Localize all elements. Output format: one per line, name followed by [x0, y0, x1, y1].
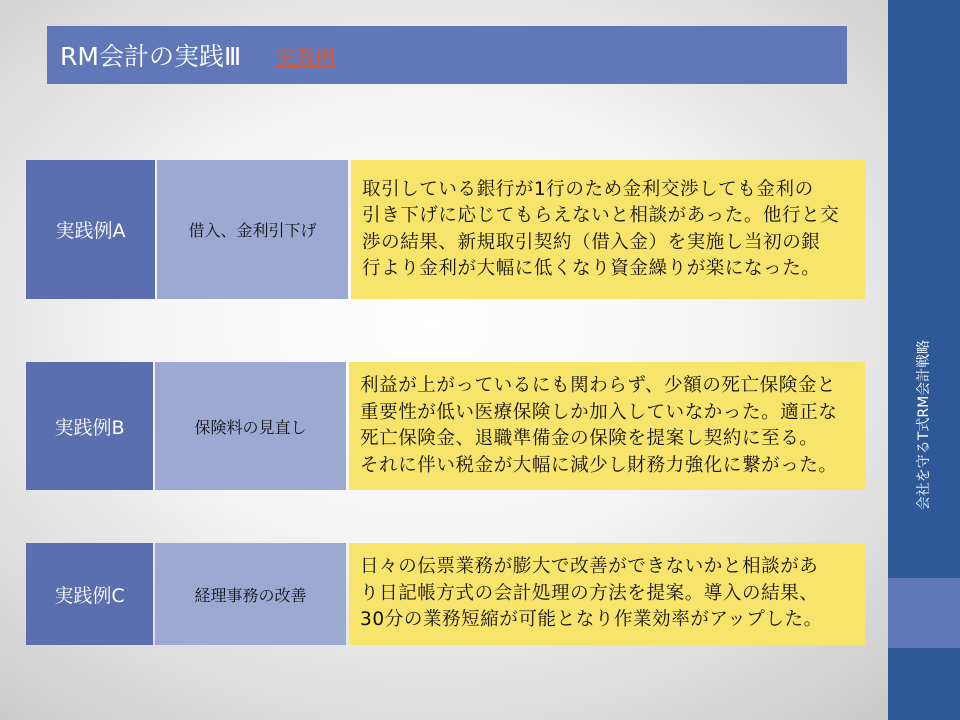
- title-bar: [47, 26, 847, 84]
- detail-line: 重要性が低い医療保険しか加入していなかった。適正な: [360, 401, 838, 423]
- page-title: RM会計の実践Ⅲ: [60, 42, 242, 71]
- detail-line: 死亡保険金、退職準備金の保険を提案し契約に至る。: [360, 428, 819, 449]
- case-label: 実践例B: [26, 362, 153, 490]
- detail-line: 日々の伝票業務が膨大で改善ができないかと相談があ: [360, 556, 819, 578]
- detail-line: 利益が上がっているにも関わらず、少額の死亡保険金と: [360, 375, 837, 396]
- case-label: 実践例C: [26, 543, 153, 645]
- case-detail: [349, 543, 865, 645]
- case-detail: [349, 362, 865, 490]
- case-topic: 経理事務の改善: [155, 543, 346, 645]
- detail-line: 引き下げに応じてもらえないと相談があった。他行と交: [362, 205, 840, 226]
- case-topic: 借入、金利引下げ: [157, 160, 348, 299]
- detail-line: 取引している銀行が1行のため金利交渉しても金利の: [362, 178, 814, 200]
- case-detail: [351, 160, 865, 299]
- case-topic: 保険料の見直し: [155, 362, 346, 490]
- case-label: 実践例A: [26, 160, 155, 299]
- sidebar-vertical-text: 会社を守るT式RM会計戦略: [916, 339, 932, 511]
- detail-line: り日記帳方式の会計処理の方法を提案。導入の結果、: [360, 582, 819, 604]
- case-row-b: [0, 362, 960, 490]
- case-row-a: [0, 160, 960, 299]
- detail-line: 行より金利が大幅に低くなり資金繰りが楽になった。: [362, 258, 821, 279]
- detail-line: 渉の結果、新規取引契約（借入金）を実施し当初の銀: [362, 231, 821, 253]
- examples-link[interactable]: 実践例: [275, 44, 336, 69]
- case-row-c: [0, 543, 960, 645]
- detail-line: それに伴い税金が大幅に減少し財務力強化に繋がった。: [360, 454, 838, 476]
- detail-line: 30分の業務短縮が可能となり作業効率がアップした。: [360, 609, 823, 631]
